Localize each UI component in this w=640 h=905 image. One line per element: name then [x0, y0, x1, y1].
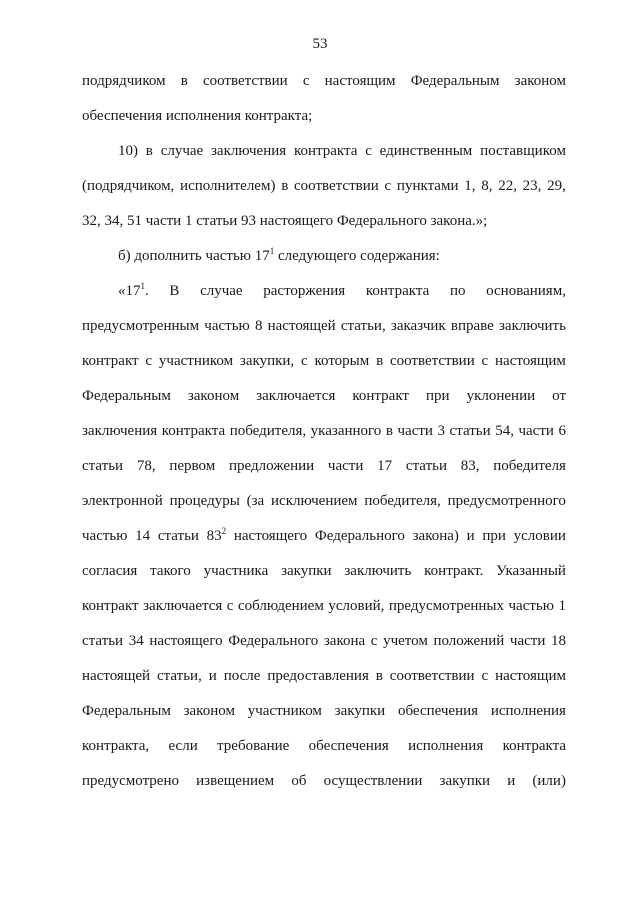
word: с: [384, 178, 392, 194]
text-fragment: б) дополнить частью 17: [118, 248, 270, 264]
word: 18: [550, 633, 566, 649]
text-fragment: следующего содержания:: [274, 248, 440, 264]
word: исполнения: [490, 703, 566, 719]
word: законом: [183, 703, 235, 719]
word: закона): [412, 528, 459, 544]
word: настоящего: [149, 633, 223, 649]
word: при: [482, 528, 506, 544]
word: соответствии: [294, 178, 379, 194]
page-number: 53: [312, 36, 328, 52]
word: такого: [150, 563, 191, 579]
word: статьи: [82, 458, 124, 474]
word: закупки,: [239, 353, 295, 369]
word: 8,: [481, 178, 493, 194]
word: контракта: [161, 423, 226, 439]
text-line: [82, 560, 566, 582]
word: закупки: [281, 563, 332, 579]
word: части: [518, 423, 554, 439]
word: Федеральным: [410, 73, 500, 89]
word: заключить: [344, 563, 412, 579]
word: заключения: [82, 423, 158, 439]
word: в: [375, 668, 383, 684]
word: 6: [558, 423, 566, 439]
word: подрядчиком: [82, 73, 166, 89]
word: и: [507, 773, 516, 789]
word: осуществлении: [323, 773, 423, 789]
word: контракт.: [424, 563, 484, 579]
word: частью: [204, 318, 250, 334]
word: статьи,: [156, 668, 202, 684]
word: Федерального: [228, 633, 319, 649]
word: и: [208, 668, 217, 684]
word: статьи: [82, 633, 124, 649]
word: от: [552, 388, 566, 404]
word: закона: [323, 633, 366, 649]
text-line: [118, 245, 566, 267]
text-fragment: «17: [118, 283, 141, 299]
word: соответствии: [389, 353, 475, 369]
text-line: [82, 350, 566, 372]
word: с: [481, 668, 489, 684]
word: настоящей: [267, 318, 336, 334]
word: с: [481, 353, 489, 369]
text-line: [82, 420, 566, 442]
word: частью: [508, 598, 554, 614]
word: условий,: [328, 598, 385, 614]
word: 22,: [498, 178, 517, 194]
word: участником: [247, 703, 322, 719]
word: (за: [246, 493, 265, 509]
word: статьи: [157, 528, 199, 544]
text-line: [82, 630, 566, 652]
word: при: [426, 388, 450, 404]
text-line: [82, 735, 566, 757]
word: предусмотренных: [388, 598, 504, 614]
text-line: [118, 280, 566, 302]
word: настоящего: [233, 528, 308, 544]
word: расторжения: [263, 283, 346, 299]
word: соблюдением: [237, 598, 324, 614]
superscript: 1: [140, 281, 145, 291]
word: заключается: [256, 388, 336, 404]
word: указанного: [310, 423, 382, 439]
word: статьи: [405, 458, 447, 474]
word: законом: [514, 73, 566, 89]
word: с: [302, 73, 310, 89]
word: и: [466, 528, 475, 544]
word: об: [291, 773, 307, 789]
word: 78,: [136, 458, 156, 474]
word: (подрядчиком,: [82, 178, 175, 194]
word: обеспечения: [397, 703, 479, 719]
word: в: [281, 178, 289, 194]
word: контракта: [365, 283, 430, 299]
word: Федеральным: [82, 388, 171, 404]
word: [118, 280, 149, 302]
word: первом: [169, 458, 216, 474]
word: части: [327, 458, 364, 474]
word: победителя,: [229, 423, 307, 439]
text-line: [82, 700, 566, 722]
word: (или): [532, 773, 566, 789]
word: Указанный: [496, 563, 566, 579]
word: исполнителем): [180, 178, 276, 194]
word: контракта,: [82, 738, 150, 754]
word: с: [226, 598, 234, 614]
word: победителя: [493, 458, 566, 474]
word: предложении: [229, 458, 315, 474]
word: учетом: [383, 633, 428, 649]
text-line: [82, 385, 566, 407]
word: победителя,: [364, 493, 441, 509]
word: предусмотренным: [82, 318, 200, 334]
word: [207, 525, 227, 547]
word: 34: [128, 633, 144, 649]
word: предоставления: [267, 668, 369, 684]
word: закупки: [439, 773, 491, 789]
word: участника: [203, 563, 269, 579]
word: положений: [433, 633, 505, 649]
word: настоящим: [495, 353, 566, 369]
word: 14: [135, 528, 151, 544]
text-line: 32, 34, 51 части 1 статьи 93 настоящего Федерального закона.»;: [82, 213, 488, 229]
text-line: [118, 140, 566, 162]
text-line: [82, 175, 566, 197]
word: случае: [160, 143, 204, 159]
word: настоящей: [82, 668, 151, 684]
word: закупки: [334, 703, 386, 719]
text-line: обеспечения исполнения контракта;: [82, 108, 313, 124]
word: 17: [377, 458, 393, 474]
word: участником: [158, 353, 234, 369]
word: контракта: [293, 143, 358, 159]
word: части: [397, 423, 433, 439]
word: исполнения: [408, 738, 484, 754]
word: 23,: [522, 178, 542, 194]
word: 3: [437, 423, 445, 439]
word: которым: [314, 353, 370, 369]
text-line: [82, 315, 566, 337]
text-line: [82, 770, 566, 792]
word: 83,: [460, 458, 480, 474]
word: Федерального: [314, 528, 405, 544]
word: статьи: [449, 423, 491, 439]
word: предусмотрено: [82, 773, 179, 789]
word: заключить: [499, 318, 566, 334]
word: поставщиком: [480, 143, 566, 159]
word: с: [365, 143, 372, 159]
word: пунктами: [396, 178, 459, 194]
text-fragment: .: [145, 283, 149, 299]
superscript: 2: [221, 526, 227, 536]
word: предусмотренного: [447, 493, 566, 509]
superscript: 1: [269, 246, 275, 256]
text-line: [82, 70, 566, 92]
text-line: [82, 490, 566, 512]
word: единственным: [379, 143, 473, 159]
word: законом: [187, 388, 240, 404]
word: В: [169, 283, 180, 299]
word: условии: [513, 528, 566, 544]
word: 29,: [547, 178, 566, 194]
word: частью: [82, 528, 128, 544]
word: настоящим: [495, 668, 566, 684]
word: заключается: [143, 598, 223, 614]
word: случае: [200, 283, 243, 299]
word: 10): [118, 143, 138, 159]
word: в: [145, 143, 153, 159]
word: если: [168, 738, 198, 754]
word: 8: [254, 318, 263, 334]
word: контракт: [82, 598, 139, 614]
word: основаниям,: [486, 283, 566, 299]
word: 1: [558, 598, 566, 614]
word: в: [385, 423, 393, 439]
word: с: [301, 353, 308, 369]
word: 54,: [495, 423, 514, 439]
word: 1,: [464, 178, 476, 194]
word: исключением: [271, 493, 358, 509]
word: требование: [217, 738, 290, 754]
word: в: [376, 353, 384, 369]
word: процедуры: [169, 493, 240, 509]
word: извещением: [196, 773, 275, 789]
word: в: [180, 73, 188, 89]
word: части: [509, 633, 546, 649]
text-fragment: 83: [206, 528, 222, 544]
word: после: [223, 668, 261, 684]
text-line: [82, 665, 566, 687]
word: по: [449, 283, 466, 299]
word: заключения: [211, 143, 287, 159]
word: обеспечения: [308, 738, 389, 754]
word: уклонении: [466, 388, 536, 404]
word: контракт: [352, 388, 409, 404]
word: соответствии: [389, 668, 475, 684]
word: Федеральным: [82, 703, 171, 719]
text-line: [82, 595, 566, 617]
word: с: [370, 633, 378, 649]
word: электронной: [82, 493, 163, 509]
word: контракт: [82, 353, 139, 369]
word: статьи,: [340, 318, 386, 334]
text-line: [82, 455, 566, 477]
word: настоящим: [324, 73, 396, 89]
word: согласия: [82, 563, 138, 579]
text-line: [82, 525, 566, 547]
word: с: [145, 353, 153, 369]
word: контракта: [502, 738, 566, 754]
word: соответствии: [202, 73, 288, 89]
word: вправе: [450, 318, 494, 334]
word: заказчик: [390, 318, 446, 334]
